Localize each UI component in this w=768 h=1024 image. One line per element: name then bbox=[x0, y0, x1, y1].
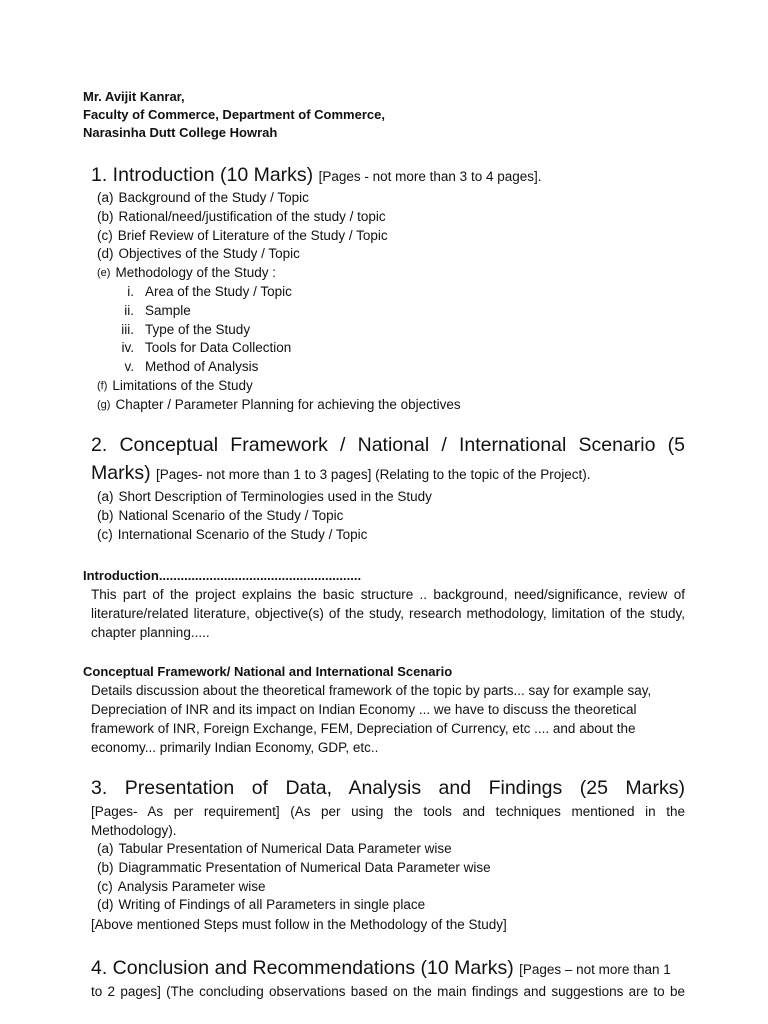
list-item: (f) Limitations of the Study bbox=[97, 378, 253, 393]
section-4-text: to 2 pages] (The concluding observations based on the main findings and suggestions are to be bbox=[91, 984, 685, 999]
section-4-title: 4. Conclusion and Recommendations (10 Marks) [Pages – not more than 1 bbox=[91, 957, 671, 979]
list-item: i. Area of the Study / Topic bbox=[127, 284, 292, 299]
section-3-footnote: [Above mentioned Steps must follow in the Methodology of the Study] bbox=[91, 917, 507, 932]
section-3-list bbox=[97, 840, 491, 915]
list-item: (a) Short Description of Terminologies used in the Study bbox=[97, 489, 432, 504]
list-item: (c) Brief Review of Literature of the Study / Topic bbox=[97, 227, 388, 243]
section-3-title: 3. Presentation of Data, Analysis and Findings (25 Marks) bbox=[91, 777, 685, 799]
list-item: ii. Sample bbox=[124, 302, 191, 318]
section-1-title: 1. Introduction (10 Marks) [Pages - not more than 3 to 4 pages]. bbox=[91, 164, 542, 186]
section-1-note: [Pages - not more than 3 to 4 pages]. bbox=[318, 169, 542, 184]
list-item: (a) Tabular Presentation of Numerical Data Parameter wise bbox=[97, 841, 452, 856]
conceptual-framework-paragraph: Details discussion about the theoretical framework of the topic by parts... say for example say, Depreciation of INR and its impact on Indian Economy ... we have to discuss the theoretical framework of INR, Foreign Exchange, FEM, Depreciation of Currency, etc .... and about the economy... primarily Indian Economy, GDP, etc.. bbox=[91, 683, 652, 755]
introduction-paragraph: This part of the project explains the basic structure .. background, need/significance, review of literature/related literature, objective(s) of the study, research methodology, limitation of the study, chapter planning..... bbox=[91, 587, 685, 640]
list-item: (d) Objectives of the Study / Topic bbox=[97, 246, 300, 262]
section-2-note: [Pages- not more than 1 to 3 pages] (Relating to the topic of the Project). bbox=[156, 467, 591, 482]
section-4-note: [Pages – not more than 1 bbox=[519, 962, 671, 977]
list-item: (g) Chapter / Parameter Planning for achieving the objectives bbox=[97, 396, 461, 412]
list-item: iii. Type of the Study bbox=[121, 321, 251, 337]
section-2-title-cont: Marks) [Pages- not more than 1 to 3 pages] (Relating to the topic of the Project). bbox=[91, 462, 591, 484]
list-item: (a) Background of the Study / Topic bbox=[97, 190, 309, 205]
list-item: (c) International Scenario of the Study / Topic bbox=[97, 526, 368, 542]
methodology-sublist bbox=[112, 283, 292, 377]
author-block bbox=[83, 88, 385, 142]
author-name: Mr. Avijit Kanrar, bbox=[83, 89, 185, 104]
list-item: v. Method of Analysis bbox=[124, 359, 259, 375]
list-item: (b) Rational/need/justification of the study / topic bbox=[97, 208, 386, 224]
section-1-list bbox=[97, 189, 388, 283]
introduction-heading: Introduction........................................................ bbox=[83, 568, 362, 583]
list-item: (c) Analysis Parameter wise bbox=[97, 878, 266, 894]
author-college: Narasinha Dutt College Howrah bbox=[83, 125, 278, 140]
list-item: (e) Methodology of the Study : bbox=[97, 265, 277, 281]
section-2-title: 2. Conceptual Framework / National / International Scenario (5 bbox=[91, 434, 685, 456]
section-1-list-continued bbox=[97, 377, 461, 415]
list-item: iv. Tools for Data Collection bbox=[121, 340, 292, 356]
list-item: (b) National Scenario of the Study / Topic bbox=[97, 507, 344, 523]
list-item: (d) Writing of Findings of all Parameters in single place bbox=[97, 897, 426, 913]
author-faculty: Faculty of Commerce, Department of Commerce, bbox=[83, 107, 385, 122]
list-item: (b) Diagrammatic Presentation of Numerical Data Parameter wise bbox=[97, 859, 491, 875]
section-3-note: [Pages- As per requirement] (As per using the tools and techniques mentioned in the Methodology). bbox=[91, 804, 685, 838]
conceptual-framework-heading: Conceptual Framework/ National and International Scenario bbox=[83, 664, 453, 679]
section-2-list bbox=[97, 488, 432, 544]
